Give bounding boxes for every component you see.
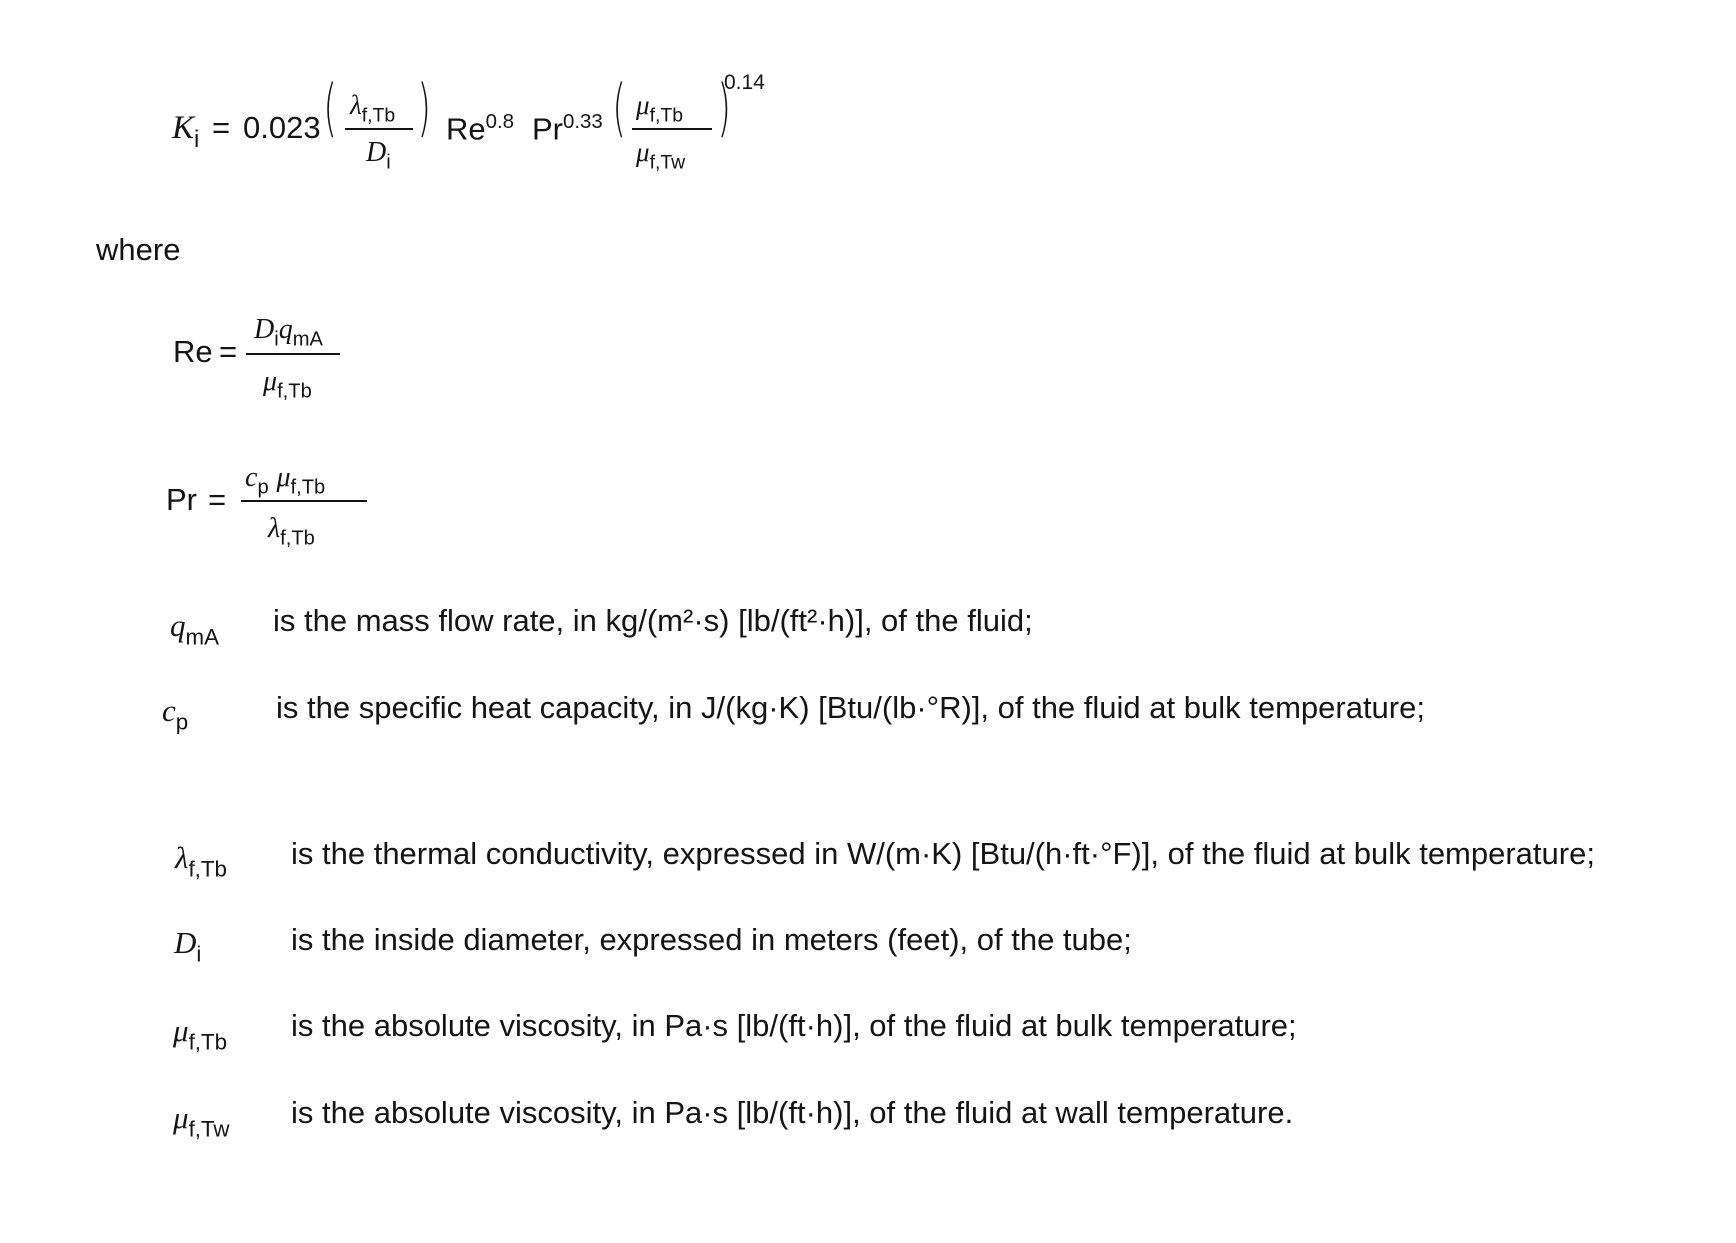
definition-symbol [175, 840, 227, 882]
equals-sign: = [212, 110, 231, 145]
mu-subscript: f,Tw [649, 151, 686, 174]
mu-subscript: f,Tb [277, 380, 312, 403]
lambda-symbol: λ [268, 513, 281, 544]
mu-symbol: μ [636, 90, 650, 120]
re-exponent: 0.8 [485, 110, 515, 133]
mu-subscript: f,Tb [290, 476, 326, 499]
mu-symbol: μ [173, 1100, 189, 1135]
c-subscript: p [257, 476, 269, 499]
definition-symbol [162, 693, 188, 735]
mu-subscript: f,Tw [188, 1116, 230, 1142]
c-symbol: c [245, 462, 258, 493]
coefficient: 0.023 [243, 110, 321, 145]
right-paren-2: ) [717, 71, 731, 144]
pr-equals: = [208, 482, 227, 517]
mu-subscript: f,Tb [188, 1029, 227, 1055]
k-symbol: K [172, 110, 195, 146]
definition-text: is the absolute viscosity, in Pa·s [lb/(ft·h)], of the fluid at bulk temperature; [291, 1008, 1297, 1043]
definition-symbol [173, 1100, 229, 1142]
re-lhs: Re [173, 334, 213, 369]
frac2-denominator [636, 137, 685, 174]
definition-text: is the specific heat capacity, in J/(kg·K) [Btu/(lb·°R)], of the fluid at bulk temperature; [276, 690, 1425, 725]
d-symbol: D [254, 314, 275, 345]
lambda-subscript: f,Tb [361, 104, 396, 127]
mu-symbol: μ [263, 366, 278, 397]
d-subscript: i [386, 151, 391, 174]
definition-symbol [170, 608, 219, 650]
lambda-symbol: λ [350, 90, 362, 120]
mu-subscript: f,Tb [649, 104, 684, 127]
d-symbol: D [366, 137, 387, 168]
pr-lhs: Pr [166, 482, 197, 517]
c-subscript: p [175, 709, 189, 735]
re-base: Re [446, 111, 486, 147]
re-fraction-bar [246, 353, 340, 355]
pr-exponent: 0.33 [563, 110, 603, 133]
frac1-bar [345, 128, 413, 130]
re-equals: = [219, 334, 238, 369]
q-symbol: q [170, 608, 186, 643]
d-symbol: D [174, 925, 197, 960]
lambda-subscript: f,Tb [188, 856, 227, 882]
frac1-denominator [366, 136, 391, 175]
frac1-numerator [350, 90, 395, 127]
definition-symbol [174, 925, 201, 967]
k-subscript: i [194, 126, 200, 154]
definition-symbol [173, 1013, 227, 1055]
lhs-symbol [172, 110, 199, 154]
re-denominator [263, 365, 312, 404]
c-symbol: c [162, 693, 176, 728]
frac2-numerator [636, 90, 683, 127]
re-term [446, 110, 514, 147]
q-symbol: q [278, 314, 293, 345]
q-subscript: mA [185, 624, 219, 650]
q-subscript: mA [292, 328, 323, 351]
d-subscript: i [196, 941, 202, 967]
definition-text: is the mass flow rate, in kg/(m²·s) [lb/(ft²·h)], of the fluid; [273, 603, 1033, 638]
left-paren-1: ( [323, 71, 337, 144]
re-numerator [254, 313, 323, 352]
d-subscript: i [274, 328, 279, 351]
pr-denominator [268, 512, 315, 551]
lambda-subscript: f,Tb [280, 527, 315, 550]
pr-term [532, 110, 603, 147]
pr-base: Pr [532, 111, 563, 147]
outer-exponent: 0.14 [724, 71, 765, 94]
left-paren-2: ( [612, 71, 626, 144]
mu-symbol: μ [276, 462, 291, 493]
pr-numerator [245, 461, 325, 500]
where-label: where [96, 232, 181, 267]
mu-symbol: μ [636, 137, 650, 167]
pr-fraction-bar [241, 500, 367, 502]
definition-text: is the inside diameter, expressed in meters (feet), of the tube; [291, 922, 1132, 957]
right-paren-1: ) [417, 71, 431, 144]
definition-text: is the thermal conductivity, expressed in W/(m·K) [Btu/(h·ft·°F)], of the fluid at bulk temperature; [291, 836, 1595, 871]
frac2-bar [632, 128, 712, 130]
lambda-symbol: λ [175, 840, 189, 875]
mu-symbol: μ [173, 1013, 189, 1048]
definition-text: is the absolute viscosity, in Pa·s [lb/(ft·h)], of the fluid at wall temperature. [291, 1095, 1294, 1130]
